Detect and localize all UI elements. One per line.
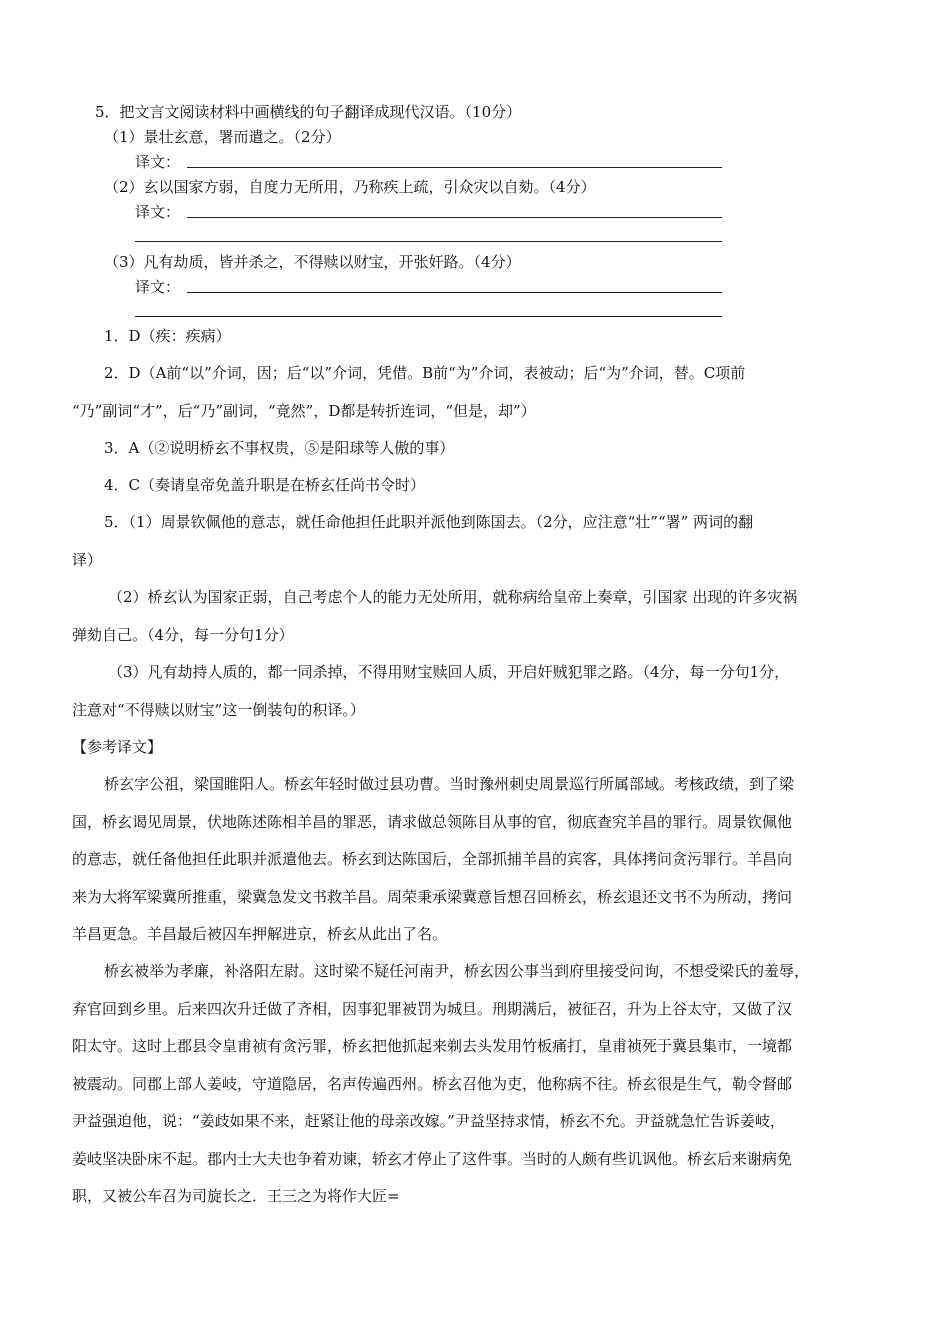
- ref-p1-line: 的意志，就任备他担任此职并派遣他去。桥玄到达陈国后，全部抓捕羊昌的宾客，具体拷问贪污罪行。羊昌向: [72, 850, 793, 868]
- ref-p1-line: 羊昌更急。羊昌最后被囚车押解进京，桥玄从此出了名。: [72, 925, 448, 943]
- ref-p2-line: 尹益强迫他，说：“姜歧如果不来，赶紧让他的母亲改嫁。”尹益坚持求情，桥玄不允。尹益就急忙告诉姜岐，: [72, 1112, 785, 1130]
- answer-5-2-line-1: （2）桥玄认为国家正弱，自己考虑个人的能力无处所用，就称病给皇帝上奏章，引国家 出现的许多灾祸: [108, 588, 798, 606]
- answer-line: [187, 217, 722, 218]
- item-3-prompt: （3）凡有劫质，皆并杀之，不得赎以财宝，开张奸路。（4分）: [104, 253, 521, 271]
- answer-line: [135, 316, 722, 317]
- ref-p2-line: 姜岐坚决卧床不起。郡内士大夫也争着劝谏，轿玄才停止了这件事。当时的人颇有些讥讽他。桥玄后来谢病免: [72, 1150, 793, 1168]
- ref-p2-line: 桥玄被举为孝廉，补洛阳左尉。这时梁不疑任河南尹，桥玄因公事当到府里接受问询，不想受梁氏的羞辱，: [104, 962, 810, 980]
- answer-3: 3．A（②说明桥玄不事权贵，⑤是阳球等人傲的事）: [104, 439, 455, 457]
- item-1-label: 译文：: [135, 153, 181, 171]
- ref-p1-line: 来为大将军梁冀所推重，梁冀急发文书救羊昌。周荣秉承梁冀意旨想召回桥玄，桥玄退还文书不为所动，拷问: [72, 888, 793, 906]
- ref-p2-line: 弃官回到乡里。后来四次升迁做了齐相，因事犯罪被罚为城旦。刑期满后，被征召，升为上谷太守，又做了汉: [72, 1000, 793, 1018]
- ref-p1-line: 国，桥玄谒见周景，伏地陈述陈相羊昌的罪恶，请求做总领陈目从事的官，彻底查究羊昌的罪行。周景钦佩他: [72, 813, 793, 831]
- ref-p2-line: 职，又被公车召为司旋长之．王三之为将作大匠=: [72, 1187, 400, 1205]
- answer-5-2-line-2: 弹劾自己。（4分，每一分句1分）: [72, 626, 294, 644]
- ref-p1-line: 桥玄字公祖，梁国睢阳人。桥玄年轻时做过县功曹。当时豫州刺史周景巡行所属部域。考核政绩，到了梁: [104, 775, 795, 793]
- answer-line: [187, 167, 722, 168]
- answer-2-line-1: 2．D（A前“以”介词，因；后“以”介词，凭借。B前“为”介词，表被动；后“为”介词，替。C项前: [104, 364, 746, 382]
- answer-5-3-line-1: （3）凡有劫持人质的，都一同杀掉，不得用财宝赎回人质，开启奸贼犯罪之路。（4分，每一分句1分，: [108, 663, 790, 681]
- answer-4: 4．C（奏请皇帝免盖升职是在桥玄任尚书令时）: [104, 476, 426, 494]
- answer-1: 1．D（疾：疾病）: [104, 327, 231, 345]
- answer-5-3-line-2: 注意对“不得赎以财宝”这一倒装句的积译。）: [72, 701, 365, 719]
- item-2-prompt: （2）玄以国家方弱，自度力无所用，乃称疾上疏，引众灾以自劾。（4分）: [104, 178, 596, 196]
- answer-5-1-line-2: 译）: [72, 551, 103, 569]
- answer-5-1-line-1: 5．（1）周景钦佩他的意志，就任命他担任此职并派他到陈国去。（2分，应注意“壮”“署” 两词的翻: [104, 513, 754, 531]
- answer-2-line-2: “乃”副词“才”，后“乃”副词，“竟然”，D都是转折连词，“但是，却”）: [72, 402, 536, 420]
- question-title: 5．把文言文阅读材料中画横线的句子翻译成现代汉语。（10分）: [95, 103, 522, 121]
- ref-p2-line: 阳太守。这时上郡县令皇甫祯有贪污罪，桥玄把他抓起来剃去头发用竹板痛打，皇甫祯死于冀县集市，一境都: [72, 1037, 793, 1055]
- answer-line: [187, 292, 722, 293]
- answer-line: [135, 241, 722, 242]
- item-3-label: 译文：: [135, 278, 181, 296]
- reference-heading: 【参考译文】: [72, 738, 163, 756]
- ref-p2-line: 被震动。同郡上部人姜岐，守道隐居，名声传遍西州。桥玄召他为吏，他称病不往。桥玄很是生气，勒令督邮: [72, 1075, 793, 1093]
- item-1-prompt: （1）景壮玄意，署而遣之。（2分）: [104, 128, 341, 146]
- item-2-label: 译文：: [135, 203, 181, 221]
